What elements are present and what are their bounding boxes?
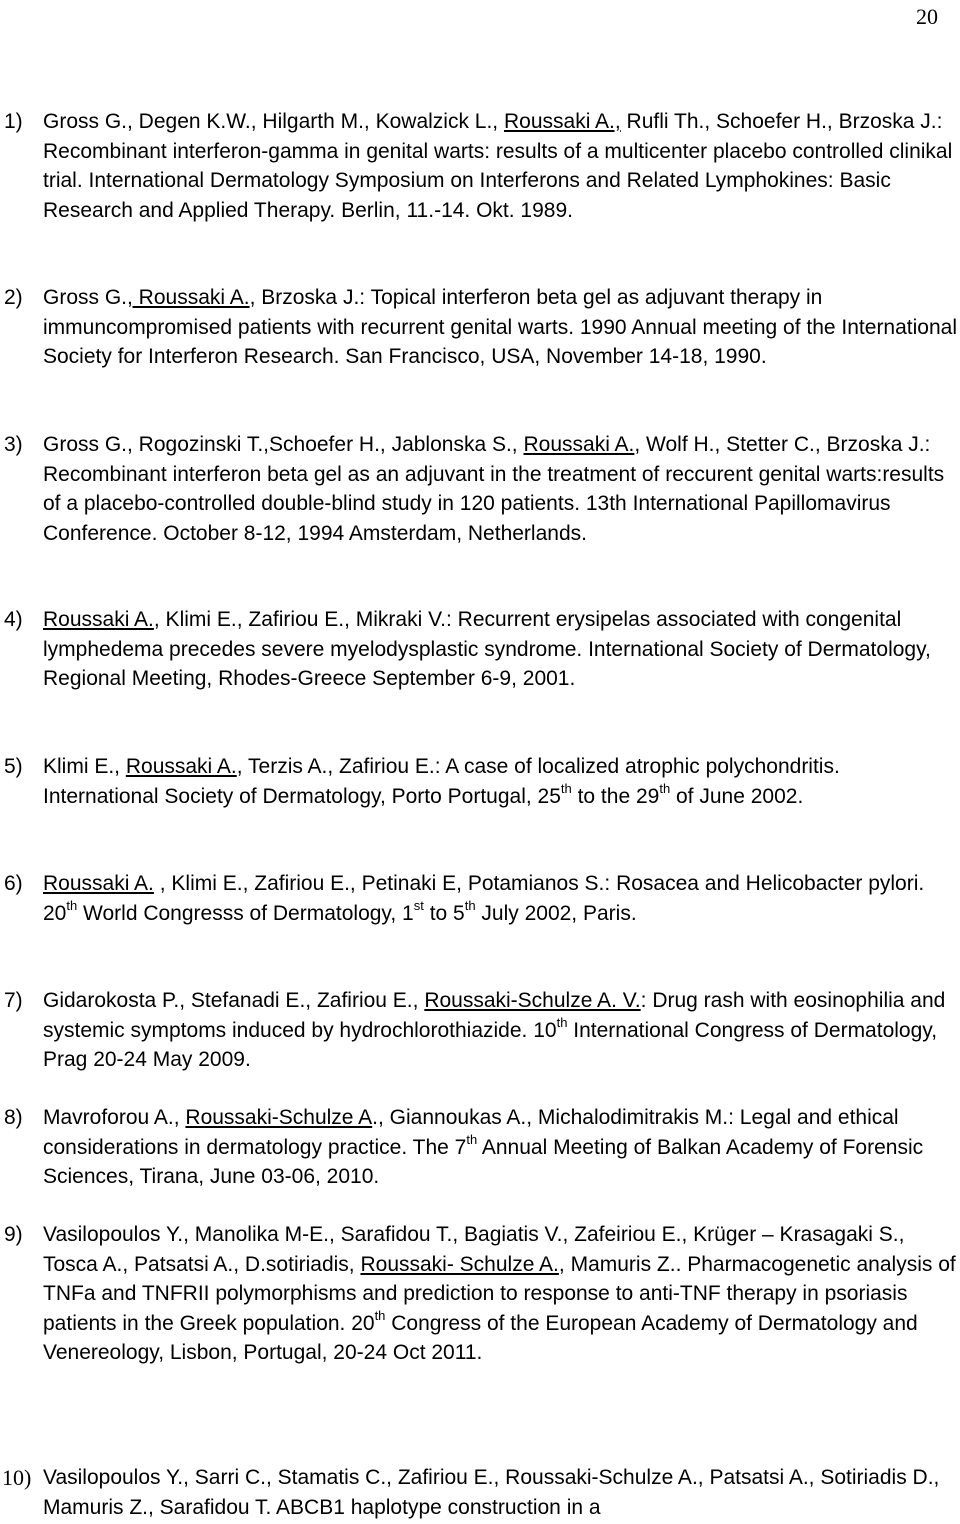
ordinal-superscript: th — [374, 1307, 386, 1323]
author-highlight: Roussaki A. — [43, 608, 154, 631]
reference-1 — [0, 107, 960, 225]
reference-3 — [0, 430, 960, 548]
reference-text — [43, 1103, 957, 1192]
reference-7 — [0, 986, 960, 1075]
reference-text — [43, 869, 957, 928]
reference-number: 6) — [4, 872, 23, 895]
reference-segment: to the 29 — [571, 784, 660, 808]
reference-9 — [0, 1220, 960, 1368]
ordinal-superscript: th — [466, 1131, 478, 1147]
reference-segment: International Congress of Dermatology, Prag 20-24 May 2009. — [43, 1018, 938, 1071]
reference-8 — [0, 1103, 960, 1192]
reference-number: 4) — [4, 608, 23, 631]
reference-6 — [0, 869, 960, 928]
reference-number: 1) — [4, 110, 23, 133]
reference-number: 10) — [2, 1465, 32, 1490]
ordinal-superscript: th — [560, 780, 572, 796]
reference-number: 3) — [4, 433, 23, 456]
reference-segment: , Terzis A., Zafiriou E.: A case of localized atrophic polychondritis. International Society of Dermatology, Porto Portugal, 25 — [43, 755, 840, 808]
reference-10 — [0, 1463, 960, 1522]
reference-segment: Vasilopoulos Y., Manolika M-E., Sarafidou T., Bagiatis V., Zafeiriou E., Krüger – Krasagaki S., Tosca A., Patsatsi A., D.sotiriadis, — [43, 1223, 905, 1276]
author-highlight: , Roussaki A. — [127, 286, 250, 309]
author-highlight: Roussaki- Schulze A. — [360, 1252, 559, 1276]
reference-5 — [0, 752, 960, 811]
reference-segment: July 2002, Paris. — [475, 901, 637, 925]
author-highlight: Roussaki-Schulze A — [185, 1106, 373, 1129]
reference-text — [43, 1463, 957, 1522]
reference-segment: World Congresss of Dermatology, 1 — [77, 901, 414, 925]
author-highlight: Roussaki-Schulze A. V. — [424, 989, 641, 1012]
reference-segment: , Klimi E., Zafiriou E., Petinaki E, Potamianos S.: Rosacea and Helicobacter pylori. 20 — [43, 872, 925, 925]
author-highlight: Roussaki A. — [125, 755, 237, 778]
reference-2 — [0, 283, 960, 372]
reference-text — [43, 605, 957, 694]
ordinal-superscript: st — [413, 897, 424, 913]
ordinal-superscript: th — [556, 1014, 568, 1030]
reference-segment: Gross G., Degen K.W., Hilgarth M., Kowalzick L., — [43, 110, 504, 133]
page-number: 20 — [916, 4, 938, 29]
reference-text — [43, 107, 957, 225]
author-highlight: Roussaki A. — [523, 433, 635, 456]
reference-number: 2) — [4, 286, 23, 309]
reference-segment: to 5 — [423, 901, 465, 925]
reference-text — [43, 430, 957, 548]
ordinal-superscript: th — [464, 897, 476, 913]
reference-segment: Gross G., Rogozinski T.,Schoefer H., Jablonska S., — [43, 433, 524, 456]
author-highlight: Roussaki A. — [43, 872, 154, 895]
reference-segment: Gidarokosta P., Stefanadi E., Zafiriou E., — [43, 989, 425, 1012]
reference-text — [43, 283, 957, 372]
reference-segment: , Klimi E., Zafiriou E., Mikraki V.: Recurrent erysipelas associated with congenital lymphedema precedes severe myelodysplastic syndrome. International Society of Dermatology, Regional Meeting, Rhodes-Greece September 6-9, 2001. — [43, 608, 931, 690]
reference-number: 7) — [4, 989, 23, 1012]
reference-segment: , Wolf H., Stetter C., Brzoska J.: Recombinant interferon beta gel as an adjuvant in the treatment of reccurent genital warts:results of a placebo-controlled double-blind study in 120 patients. 13th International Papillomavirus Conference. October 8-12, 1994 Amsterdam, Netherlands. — [43, 433, 945, 545]
reference-text — [43, 752, 957, 811]
reference-number: 9) — [4, 1223, 23, 1246]
ordinal-superscript: th — [659, 780, 671, 796]
reference-segment: , Brzoska J.: Topical interferon beta gel as adjuvant therapy in immuncompromised patients with recurrent genital warts. 1990 Annual meeting of the International Society for Interferon Research. San Francisco, USA, November 14-18, 1990. — [43, 286, 957, 368]
reference-segment: Rufli Th., Schoefer H., Brzoska J.: Recombinant interferon-gamma in genital warts: results of a multicenter placebo controlled clinikal trial. International Dermatology Symposium on Interferons and Related Lymphokines: Basic Research and Applied Therapy. Berlin, 11.-14. Okt. 1989. — [43, 110, 953, 222]
reference-number: 8) — [4, 1106, 23, 1129]
reference-text — [43, 986, 957, 1075]
reference-segment: Gross G. — [43, 286, 128, 309]
reference-segment: : Drug rash with eosinophilia and systemic symptoms induced by hydrochlorothiazide. 10 — [43, 989, 946, 1042]
reference-segment: Annual Meeting of Balkan Academy of Forensic Sciences, Tirana, June 03-06, 2010. — [43, 1135, 924, 1188]
reference-number: 5) — [4, 755, 23, 778]
author-highlight: Roussaki A., — [503, 110, 621, 133]
reference-segment: ., Giannoukas A., Michalodimitrakis M.: Legal and ethical considerations in dermatology practice. The 7 — [43, 1106, 899, 1159]
reference-segment: , Mamuris Z.. Pharmacogenetic analysis of TNFa and TNFRII polymorphisms and prediction to response to anti-TNF therapy in psoriasis patients in the Greek population. 20 — [43, 1252, 956, 1335]
ordinal-superscript: th — [66, 897, 78, 913]
reference-segment: Mavroforou A., — [43, 1106, 186, 1129]
reference-segment: Congress of the European Academy of Dermatology and Venereology, Lisbon, Portugal, 20-24 Oct 2011. — [43, 1311, 918, 1364]
reference-segment: Vasilopoulos Y., Sarri C., Stamatis C., Zafiriou E., Roussaki-Schulze A., Patsatsi A., Sotiriadis D., Mamuris Z., Sarafidou T. ABCB1 haplotype construction in a — [43, 1466, 940, 1519]
reference-4 — [0, 605, 960, 694]
reference-segment: Klimi E., — [43, 755, 126, 778]
reference-segment: of June 2002. — [670, 784, 804, 808]
reference-text — [43, 1220, 957, 1368]
